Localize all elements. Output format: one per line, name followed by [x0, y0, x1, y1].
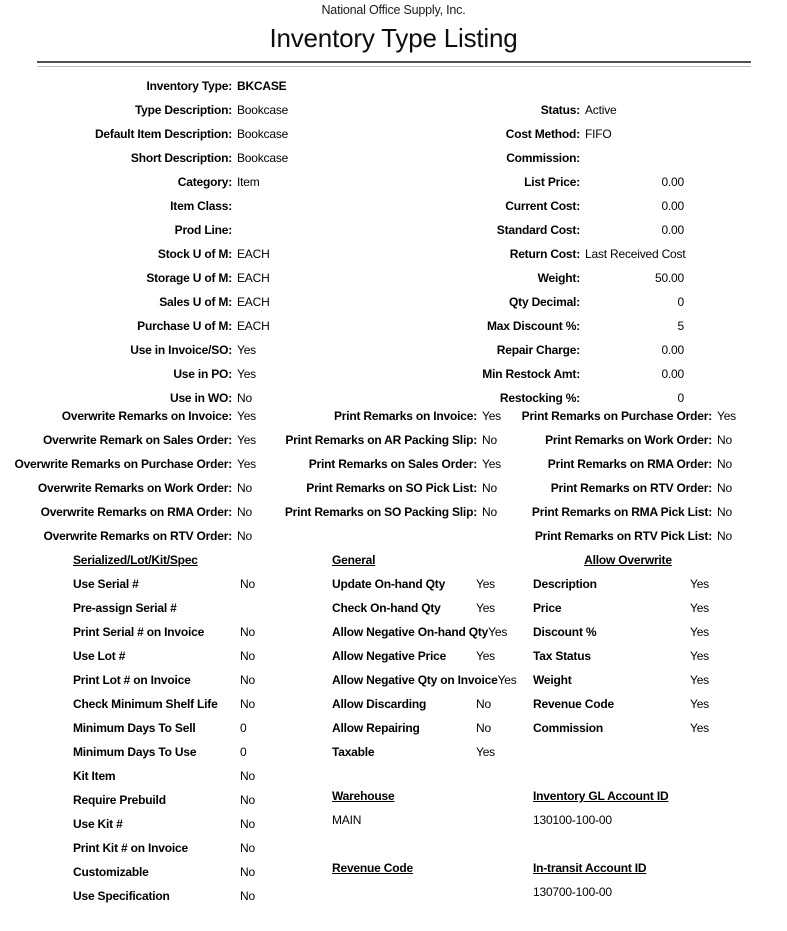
field-label: Sales U of M: — [159, 295, 232, 309]
field-row — [73, 788, 255, 812]
field-value: 0.00 — [661, 343, 684, 357]
field-row — [73, 836, 255, 860]
field-value: Bookcase — [237, 151, 289, 165]
field-label: Overwrite Remarks on RTV Order: — [43, 529, 232, 543]
field-value: 50.00 — [654, 271, 684, 285]
field-label: Print Serial # on Invoice — [73, 625, 205, 639]
field-label: Repair Charge: — [496, 343, 580, 357]
section-title-text: Serialized/Lot/Kit/Spec — [73, 553, 198, 567]
field-value: No — [240, 649, 255, 663]
field-value: No — [717, 433, 732, 447]
field-label: Allow Discarding — [332, 697, 427, 711]
field-row — [348, 170, 685, 194]
field-value: No — [240, 697, 255, 711]
field-value: 0.00 — [661, 199, 684, 213]
section-title-text: Allow Overwrite — [584, 553, 672, 567]
field-value: Yes — [237, 343, 256, 357]
field-value: Item — [237, 175, 260, 189]
section-rows — [73, 572, 255, 908]
field-value: No — [240, 625, 255, 639]
field-row — [73, 812, 255, 836]
field-row — [533, 572, 723, 596]
field-label: Print Remarks on Sales Order: — [308, 457, 477, 471]
field-value: No — [240, 793, 255, 807]
field-row — [533, 716, 723, 740]
field-value: Bookcase — [237, 103, 289, 117]
field-label: Revenue Code — [533, 697, 614, 711]
warehouse-value: MAIN — [332, 813, 362, 827]
field-label: Discount % — [533, 625, 597, 639]
field-label: Minimum Days To Use — [73, 745, 197, 759]
page-title: Inventory Type Listing — [269, 23, 518, 53]
field-row — [480, 404, 736, 428]
field-value: 0 — [677, 295, 684, 309]
field-row — [73, 644, 255, 668]
print-remarks-column-2 — [480, 404, 736, 548]
field-value: No — [240, 865, 255, 879]
field-label: Overwrite Remarks on Purchase Order: — [14, 457, 232, 471]
field-value: Bookcase — [237, 127, 289, 141]
field-row — [0, 194, 288, 218]
field-label: Allow Negative Price — [332, 649, 447, 663]
field-value: 0.00 — [661, 175, 684, 189]
field-row — [250, 428, 501, 452]
field-label: Default Item Description: — [94, 127, 232, 141]
field-label: Category: — [177, 175, 232, 189]
field-value: Yes — [717, 409, 736, 423]
inventory-gl-title — [533, 784, 668, 808]
field-value: No — [717, 457, 732, 471]
field-label: Price — [533, 601, 562, 615]
field-row — [348, 290, 685, 314]
field-label: Stock U of M: — [157, 247, 232, 261]
warehouse-title — [332, 784, 394, 808]
field-value: No — [240, 577, 255, 591]
field-label: Overwrite Remarks on Work Order: — [37, 481, 232, 495]
field-value: No — [476, 721, 491, 735]
field-label: Short Description: — [130, 151, 232, 165]
field-value: No — [240, 769, 255, 783]
field-value: No — [240, 673, 255, 687]
field-label: Kit Item — [73, 769, 116, 783]
field-label: Print Remarks on RMA Pick List: — [531, 505, 712, 519]
field-value: Yes — [482, 457, 501, 471]
print-remarks-column-1 — [250, 404, 501, 524]
revenue-code-title — [332, 856, 413, 880]
field-row — [0, 362, 288, 386]
field-label: Print Kit # on Invoice — [73, 841, 188, 855]
field-label: Commission: — [506, 151, 580, 165]
field-label: Min Restock Amt: — [482, 367, 580, 381]
field-value: Yes — [690, 649, 709, 663]
in-transit-account-block — [533, 856, 646, 904]
field-value: Active — [585, 103, 617, 117]
section-rows — [533, 572, 723, 740]
field-label: Type Description: — [134, 103, 232, 117]
field-value: Yes — [237, 433, 256, 447]
field-value: No — [482, 481, 497, 495]
field-row — [73, 572, 255, 596]
header-divider — [37, 61, 751, 63]
field-value: 5 — [677, 319, 684, 333]
field-value: EACH — [237, 295, 270, 309]
field-row — [73, 596, 255, 620]
field-label: Commission — [533, 721, 604, 735]
field-label: Tax Status — [533, 649, 591, 663]
field-label: Minimum Days To Sell — [73, 721, 196, 735]
field-label: Allow Negative On-hand Qty — [332, 625, 489, 639]
section-title — [73, 548, 255, 572]
field-value: No — [482, 505, 497, 519]
field-label: Description — [533, 577, 597, 591]
field-label: Prod Line: — [174, 223, 232, 237]
overwrite-remarks-column — [0, 404, 256, 548]
field-label: Overwrite Remark on Sales Order: — [42, 433, 232, 447]
field-label: Print Remarks on AR Packing Slip: — [285, 433, 477, 447]
field-row — [0, 122, 288, 146]
field-value: No — [237, 529, 252, 543]
field-row — [332, 620, 517, 644]
field-label: Use in Invoice/SO: — [130, 343, 232, 357]
field-row — [0, 74, 288, 98]
field-value: No — [717, 481, 732, 495]
field-row — [0, 428, 256, 452]
field-value: Yes — [482, 409, 501, 423]
field-row — [332, 644, 517, 668]
field-label: Purchase U of M: — [137, 319, 232, 333]
field-label: Item Class: — [170, 199, 232, 213]
field-row — [480, 428, 736, 452]
field-value: No — [237, 481, 252, 495]
field-label: Use in WO: — [169, 391, 232, 405]
field-label: Print Remarks on RTV Order: — [550, 481, 712, 495]
field-value: 0 — [677, 391, 684, 405]
field-label: Standard Cost: — [496, 223, 580, 237]
field-value: 0.00 — [661, 367, 684, 381]
field-row — [0, 476, 256, 500]
field-row — [250, 476, 501, 500]
field-row — [348, 146, 685, 170]
field-value: Yes — [690, 625, 709, 639]
field-value: EACH — [237, 247, 270, 261]
field-label: Print Remarks on Purchase Order: — [521, 409, 712, 423]
field-value: Yes — [488, 625, 508, 639]
field-label: Use Serial # — [73, 577, 139, 591]
field-label: Use Kit # — [73, 817, 123, 831]
company-name: National Office Supply, Inc. — [321, 3, 466, 17]
inventory-gl-account-block — [533, 784, 668, 832]
field-value: Yes — [237, 367, 256, 381]
field-label: Status: — [540, 103, 580, 117]
field-label: Print Remarks on SO Packing Slip: — [284, 505, 477, 519]
section-title — [533, 548, 723, 572]
section-title-text: General — [332, 553, 376, 567]
in-transit-value: 130700-100-00 — [533, 885, 612, 899]
field-label: Customizable — [73, 865, 149, 879]
field-row — [533, 596, 723, 620]
in-transit-title — [533, 856, 646, 880]
field-value: Yes — [690, 721, 709, 735]
field-value: No — [717, 529, 732, 543]
field-label: Taxable — [332, 745, 375, 759]
field-row — [348, 122, 685, 146]
field-row — [0, 452, 256, 476]
section-general — [332, 548, 517, 764]
field-row — [0, 218, 288, 242]
field-label: Print Remarks on RMA Order: — [547, 457, 712, 471]
field-value: No — [237, 391, 252, 405]
field-row — [348, 194, 685, 218]
field-value: Yes — [476, 577, 495, 591]
field-label: Inventory Type: — [146, 79, 232, 93]
field-label: Print Lot # on Invoice — [73, 673, 191, 687]
field-label: Qty Decimal: — [509, 295, 580, 309]
section-allow-overwrite — [533, 548, 723, 740]
field-label: List Price: — [524, 175, 580, 189]
field-row — [533, 620, 723, 644]
field-label: Require Prebuild — [73, 793, 166, 807]
field-label: Print Remarks on SO Pick List: — [306, 481, 477, 495]
field-label: Use in PO: — [173, 367, 232, 381]
revenue-code-block — [332, 856, 413, 904]
field-row — [348, 98, 685, 122]
field-label: Overwrite Remarks on RMA Order: — [40, 505, 232, 519]
field-row — [0, 290, 288, 314]
field-row — [480, 476, 736, 500]
field-row — [533, 644, 723, 668]
field-row — [533, 668, 723, 692]
field-label: Cost Method: — [505, 127, 580, 141]
field-value: Yes — [690, 601, 709, 615]
field-value: Yes — [476, 745, 495, 759]
field-value: Yes — [476, 601, 495, 615]
field-row — [0, 314, 288, 338]
field-value: Yes — [690, 697, 709, 711]
field-row — [0, 500, 256, 524]
field-row — [533, 692, 723, 716]
field-row — [250, 452, 501, 476]
field-value: Yes — [476, 649, 495, 663]
field-value: Yes — [497, 673, 517, 687]
section-rows — [332, 572, 517, 764]
top-left-fields — [0, 74, 288, 410]
field-label: Allow Negative Qty on Invoice — [332, 673, 498, 687]
field-row — [332, 716, 517, 740]
inventory-gl-value: 130100-100-00 — [533, 813, 612, 827]
field-label: Current Cost: — [505, 199, 580, 213]
field-row — [73, 620, 255, 644]
field-value: Yes — [690, 577, 709, 591]
field-value: No — [240, 841, 255, 855]
field-label: Print Remarks on Invoice: — [333, 409, 477, 423]
field-row — [250, 500, 501, 524]
field-row — [0, 266, 288, 290]
field-row — [480, 524, 736, 548]
in-transit-title-text: In-transit Account ID — [533, 861, 647, 875]
field-row — [73, 860, 255, 884]
field-value: No — [237, 505, 252, 519]
field-value: No — [717, 505, 732, 519]
field-row — [332, 596, 517, 620]
revenue-code-value — [332, 880, 413, 904]
field-value: Yes — [690, 673, 709, 687]
field-row — [348, 242, 685, 266]
field-label: Check Minimum Shelf Life — [73, 697, 218, 711]
field-label: Max Discount %: — [486, 319, 580, 333]
field-row — [0, 242, 288, 266]
section-title — [332, 548, 517, 572]
field-row — [480, 500, 736, 524]
field-row — [0, 146, 288, 170]
field-row — [348, 314, 685, 338]
field-row — [0, 524, 256, 548]
field-row — [332, 740, 517, 764]
field-row — [73, 692, 255, 716]
field-row — [0, 338, 288, 362]
field-value: EACH — [237, 271, 270, 285]
field-row — [348, 362, 685, 386]
field-label: Weight: — [537, 271, 580, 285]
field-row — [250, 404, 501, 428]
revenue-code-title-text: Revenue Code — [332, 861, 413, 875]
field-row — [73, 740, 255, 764]
field-value: 0.00 — [661, 223, 684, 237]
field-label: Print Remarks on RTV Pick List: — [534, 529, 712, 543]
section-serialized-lot-kit-spec — [73, 548, 255, 908]
warehouse-title-text: Warehouse — [332, 789, 395, 803]
field-label: Check On-hand Qty — [332, 601, 441, 615]
field-row — [332, 668, 517, 692]
field-value: FIFO — [585, 127, 612, 141]
field-label: Allow Repairing — [332, 721, 420, 735]
field-label: Pre-assign Serial # — [73, 601, 177, 615]
field-row — [73, 764, 255, 788]
field-row — [348, 266, 685, 290]
field-row — [332, 692, 517, 716]
field-value: EACH — [237, 319, 270, 333]
field-label: Storage U of M: — [146, 271, 232, 285]
field-label: Update On-hand Qty — [332, 577, 446, 591]
field-value: 0 — [240, 745, 247, 759]
field-row — [332, 572, 517, 596]
field-value: No — [240, 817, 255, 831]
field-row — [348, 218, 685, 242]
field-label: Use Specification — [73, 889, 170, 903]
field-value: BKCASE — [237, 79, 287, 93]
field-value: No — [240, 889, 255, 903]
field-label: Return Cost: — [509, 247, 580, 261]
field-row — [73, 668, 255, 692]
field-row — [0, 404, 256, 428]
field-value: No — [476, 697, 491, 711]
field-value: Last Received Cost — [585, 247, 686, 261]
field-row — [73, 884, 255, 908]
field-label: Print Remarks on Work Order: — [545, 433, 712, 447]
field-label: Overwrite Remarks on Invoice: — [61, 409, 232, 423]
field-label: Restocking %: — [499, 391, 580, 405]
field-row — [0, 98, 288, 122]
field-value: No — [482, 433, 497, 447]
field-value: 0 — [240, 721, 247, 735]
field-label: Use Lot # — [73, 649, 126, 663]
field-row — [0, 170, 288, 194]
field-label: Weight — [533, 673, 572, 687]
field-row — [480, 452, 736, 476]
field-value: Yes — [237, 409, 256, 423]
field-value: Yes — [237, 457, 256, 471]
inventory-gl-title-text: Inventory GL Account ID — [533, 789, 669, 803]
top-right-fields — [348, 98, 685, 410]
field-row — [348, 338, 685, 362]
field-row — [73, 716, 255, 740]
warehouse-block — [332, 784, 394, 832]
